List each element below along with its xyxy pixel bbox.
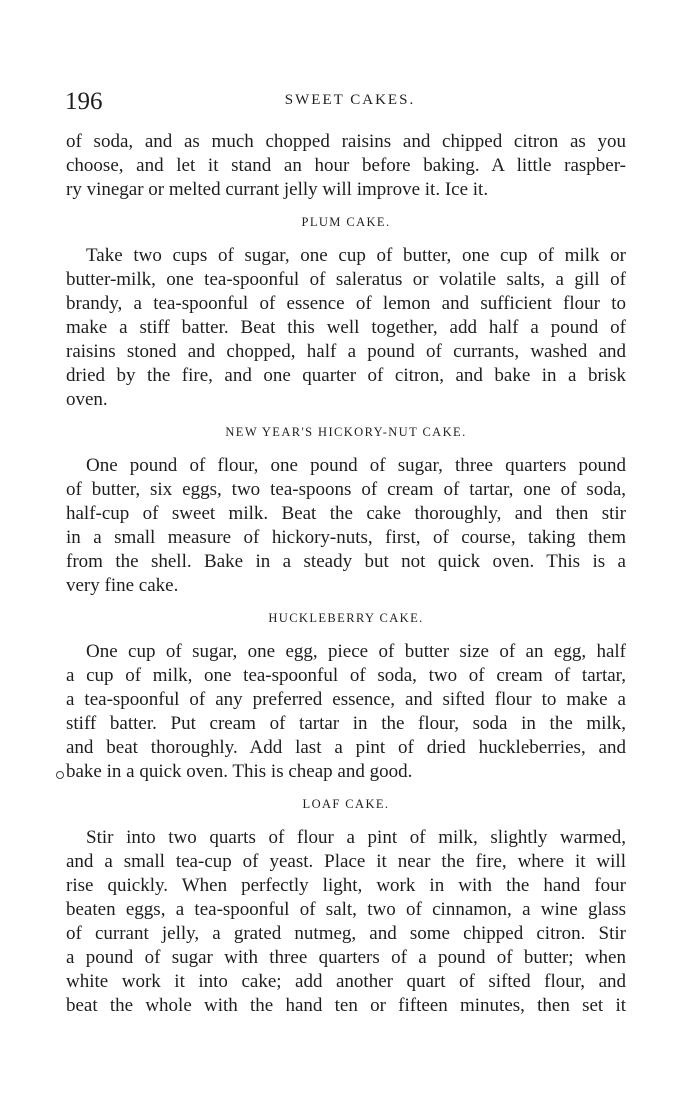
text-line: and a small tea-cup of yeast. Place it near the fire, where it will <box>66 851 626 872</box>
text-line: from the shell. Bake in a steady but not quick oven. This is a <box>66 551 626 572</box>
text-line: ry vinegar or melted currant jelly will improve it. Ice it. <box>66 179 489 200</box>
recipe-section <box>66 210 626 412</box>
recipe-heading: LOAF CAKE. <box>302 797 390 811</box>
text-line: butter-milk, one tea-spoonful of saleratus or volatile salts, a gill of <box>66 269 626 290</box>
page-number: 196 <box>65 88 103 115</box>
text-line: Stir into two quarts of flour a pint of milk, slightly warmed, <box>86 827 626 848</box>
text-line: brandy, a tea-spoonful of essence of lemon and sufficient flour to <box>66 293 626 314</box>
text-line: make a stiff batter. Beat this well together, add half a pound of <box>66 317 626 338</box>
page-body <box>66 130 626 1018</box>
text-line: raisins stoned and chopped, half a pound of currants, washed and <box>66 341 626 362</box>
ink-speck <box>56 771 64 779</box>
text-line: stiff batter. Put cream of tartar in the flour, soda in the milk, <box>66 713 626 734</box>
text-line: Take two cups of sugar, one cup of butter, one cup of milk or <box>86 245 626 266</box>
text-line: white work it into cake; add another quart of sifted flour, and <box>66 971 626 992</box>
running-head: SWEET CAKES. <box>284 92 416 108</box>
text-line: and beat thoroughly. Add last a pint of dried huckleberries, and <box>66 737 626 758</box>
recipe-section <box>66 420 626 598</box>
recipe-heading: NEW YEAR'S HICKORY-NUT CAKE. <box>225 425 467 439</box>
recipe-heading: PLUM CAKE. <box>301 215 391 229</box>
text-line: of butter, six eggs, two tea-spoons of cream of tartar, one of soda, <box>66 479 626 500</box>
text-line: dried by the fire, and one quarter of citron, and bake in a brisk <box>66 365 626 386</box>
text-line: beat the whole with the hand ten or fifteen minutes, then set it <box>66 995 626 1016</box>
text-line: a pound of sugar with three quarters of a pound of butter; when <box>66 947 626 968</box>
recipe-section <box>66 606 626 784</box>
text-line: bake in a quick oven. This is cheap and good. <box>66 761 413 782</box>
page-header <box>65 88 635 118</box>
text-line: half-cup of sweet milk. Beat the cake thoroughly, and then stir <box>66 503 626 524</box>
text-line: of currant jelly, a grated nutmeg, and some chipped citron. Stir <box>66 923 626 944</box>
recipe-section <box>66 130 626 202</box>
text-line: rise quickly. When perfectly light, work in with the hand four <box>66 875 626 896</box>
text-line: oven. <box>66 389 108 410</box>
text-line: One pound of flour, one pound of sugar, three quarters pound <box>86 455 626 476</box>
text-line: One cup of sugar, one egg, piece of butter size of an egg, half <box>86 641 626 662</box>
text-line: a cup of milk, one tea-spoonful of soda, two of cream of tartar, <box>66 665 626 686</box>
text-line: in a small measure of hickory-nuts, first, of course, taking them <box>66 527 626 548</box>
recipe-section <box>66 792 626 1018</box>
recipe-heading: HUCKLEBERRY CAKE. <box>268 611 424 625</box>
text-line: of soda, and as much chopped raisins and chipped citron as you <box>66 131 626 152</box>
text-line: choose, and let it stand an hour before baking. A little raspber- <box>66 155 626 176</box>
text-line: a tea-spoonful of any preferred essence, and sifted flour to make a <box>66 689 626 710</box>
text-line: very fine cake. <box>66 575 179 596</box>
text-line: beaten eggs, a tea-spoonful of salt, two of cinnamon, a wine glass <box>66 899 626 920</box>
